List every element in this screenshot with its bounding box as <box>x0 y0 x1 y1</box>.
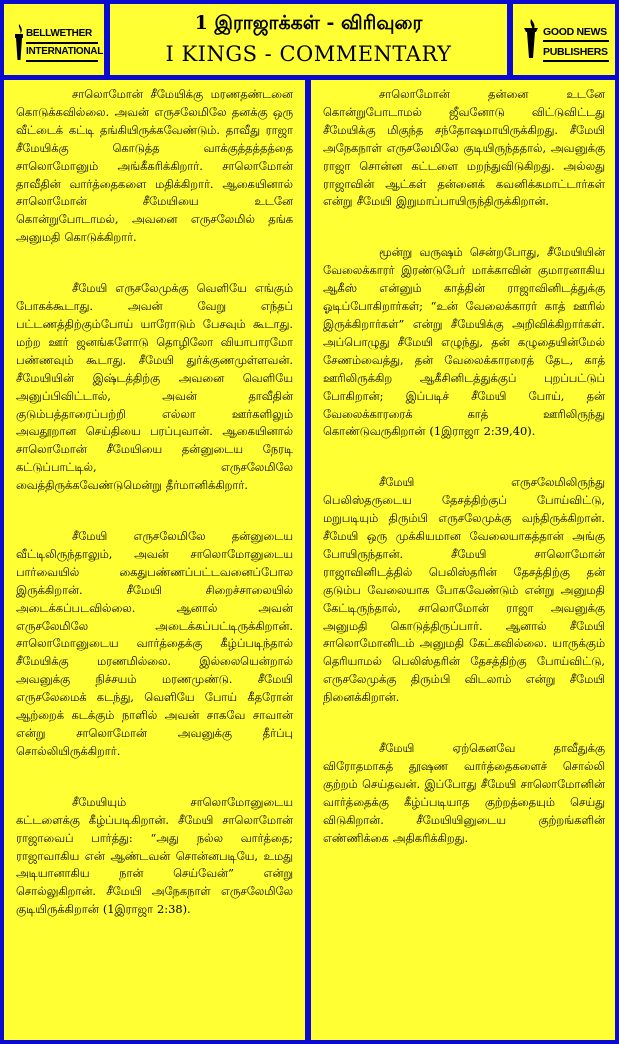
title-tamil: 1 இராஜாக்கள் - விரிவுரை <box>194 12 423 34</box>
paragraph: சீமேயி எருசலேமுக்கு வெளியே எங்கும் போகக்கூடாது. அவன் வேறு எந்தப் பட்டணத்திற்கும்போய் யாரோடும் பேசவும் கூடாது. மற்ற ஊர் ஜனங்களோடு தொழிலோ வியாபாரமோ பண்ணவும் கூடாது. சீமேயி துர்க்குணமுள்ளவன். சீமேயியின் இஷ்டத்திற்கு அவனை வெளியே அனுப்பிவிட்டால், அவன் தாவீதின் குடும்பத்தாரைப்பற்றி எல்லா ஊர்களிலும் அவதூறான செய்தியை பரப்புவான். ஆகையினால் சாலொமோன் சீமேயியை தன்னுடைய நேரடி கட்டுப்பாட்டில், எருசலேமிலே வைத்திருக்கவேண்டுமென்று தீர்மானிக்கிறார். <box>16 281 293 493</box>
torch-icon <box>12 22 26 62</box>
publisher-logo-left <box>4 4 104 75</box>
good-news-logo <box>521 16 611 66</box>
logo-right-underline-2 <box>543 60 609 62</box>
logo-left-underline <box>26 42 98 44</box>
paragraph: சாலொமோன் தன்னை உடனே கொன்றுபோடாமல் ஜீவனோடு விட்டுவிட்டது சீமேயிக்கு மிகுந்த சந்தோஷமாயிருக்கிறது. சீமேயி அநேகநாள் எருசலேமிலே குடியிருந்ததால், அவனுக்கு ராஜா சொன்ன கட்டளை மறந்துவிடுகிறது. அல்லது ராஜாவின் ஆட்கள் தன்னைக் கவனிக்கமாட்டார்கள் என்று சீமேயி இறுமாப்பாயிருந்திருக்கிறான். <box>323 87 605 209</box>
logo-right-line1: GOOD NEWS <box>543 26 607 38</box>
paragraph: சீமேயியும் சாலொமோனுடைய கட்டளைக்கு கீழ்ப்படிகிறான். சீமேயி சாலொமோன் ராஜாவைப் பார்த்து: “அது நல்ல வார்த்தை; ராஜாவாகிய என் ஆண்டவன் சொன்னபடியே, உமது அடியானாகிய நான் செய்வேன்” என்று சொல்லுகிறான். சீமேயி அநேகநாள் எருசலேமிலே குடியிருக்கிறான் (1இராஜா 2:38). <box>16 794 293 917</box>
publisher-logo-right <box>513 4 615 75</box>
left-column-text <box>16 86 293 952</box>
paragraph: சீமேயி எருசலேமிலே தன்னுடைய வீட்டிலிருந்தாலும், அவன் சாலொமோனுடைய பார்வையில் கைதுபண்ணப்பட்டவனைப்போல இருக்கிறான். சீமேயி சிறைச்சாலையில் அடைக்கப்படவில்லை. ஆனால் அவன் எருசலேமிலே அடைக்கப்பட்டிருக்கிறான். சாலொமோனுடைய வார்த்தைக்கு கீழ்ப்படிந்தால் சீமேயிக்கு மரணமில்லை. இல்லையென்றால் அவனுக்கு நிச்சயம் மரணமுண்டு. சீமேயி எருசலேமைக் கடந்து, வெளியே போய் கீதரோன் ஆற்றைக் கடக்கும் நாளில் அவன் சாகவே சாவான் என்று சாலொமோன் அவனுக்கு தீர்ப்பு சொல்லியிருக்கிறார். <box>16 529 293 758</box>
right-column <box>311 80 615 1040</box>
logo-right-line2: PUBLISHERS <box>543 46 608 58</box>
title-box <box>110 4 507 75</box>
paragraph: சாலொமோன் சீமேயிக்கு மரணதண்டனை கொடுக்கவில்லை. அவன் எருசலேமிலே தனக்கு ஒரு வீட்டைக் கட்டி தங்கியிருக்கவேண்டும். தாவீது ராஜா சீமேயிக்கு கொடுத்த வாக்குத்தத்தத்தை சாலொமோனும் அங்கீகரிக்கிறார். சாலொமோன் தாவீதின் வார்த்தைகளை மதிக்கிறார். ஆகையினால் சாலொமோன் சீமேயியை உடனே கொன்றுபோடாமல், அவனை எருசலேமில் தங்க அனுமதி கொடுக்கிறார். <box>16 87 293 245</box>
torch-icon <box>521 18 541 60</box>
logo-left-line2: INTERNATIONAL <box>26 46 104 57</box>
bellwether-logo <box>10 16 104 66</box>
logo-left-line1: BELLWETHER <box>26 28 92 39</box>
logo-left-underline-2 <box>26 60 98 62</box>
paragraph: மூன்று வருஷம் சென்றபோது, சீமேயியின் வேலைக்காரர் இரண்டுபேர் மாக்காவின் குமாரனாகிய ஆகீஸ் என்னும் காத்தின் ராஜாவினிடத்துக்கு ஓடிப்போகிறார்கள்; “உன் வேலைக்காரர் காத் ஊரில் இருக்கிறார்கள்” என்று சீமேயிக்கு அறிவிக்கிறார்கள். அப்பொழுது சீமேயி எழுந்து, தன் கழுதையின்மேல் சேணம்வைத்து, தன் வேலைக்காரரைத் தேட, காத் ஊரிலிருக்கிற ஆகீசினிடத்துக்குப் புறப்பட்டுப் போகிறான்; இப்படிச் சீமேயி போய், தன் வேலைக்காரரைக் காத் ஊரிலிருந்து கொண்டுவருகிறான் (1இராஜா 2:39,40). <box>323 245 605 439</box>
paragraph: சீமேயி எருசலேமிலிருந்து பெலிஸ்தருடைய தேசத்திற்குப் போய்விட்டு, மறுபடியும் திரும்பி எருசலேமுக்கு வந்திருக்கிறான். சீமேயி ஒரு முக்கியமான வேலையாகத்தான் அங்கு போயிருந்தான். சீமேயி சாலொமோன் ராஜாவினிடத்தில் பெலிஸ்தரின் தேசத்திற்கு தன் குடும்ப வேலையாக போகவேண்டும் என்று அனுமதி கேட்டிருந்தால், சாலொமோன் ராஜா அவனுக்கு அனுமதி கொடுத்திருப்பார். ஆனால் சீமேயி சாலொமோனிடம் அனுமதி கேட்கவில்லை. யாருக்கும் தெரியாமல் பெலிஸ்தரின் தேசத்திற்கு போய்விட்டு, எருசலேமுக்கு திரும்பி விடலாம் என்று சீமேயி நினைக்கிறான். <box>323 475 605 705</box>
paragraph: சீமேயி ஏற்கெனவே தாவீதுக்கு விரோதமாகத் தூஷண வார்த்தைகளைச் சொல்லி குற்றம் செய்தவன். இப்போது சீமேயி சாலொமோனின் வார்த்தைக்கு கீழ்ப்படியாத குற்றத்தையும் செய்து விடுகிறான். சீமேயியினுடைய குற்றங்களின் எண்ணிக்கை அதிகரிக்கிறது. <box>323 741 605 845</box>
right-column-text <box>323 86 605 881</box>
logo-right-underline <box>543 40 609 42</box>
title-english: I KINGS - COMMENTARY <box>165 42 452 66</box>
left-column <box>4 80 305 1040</box>
